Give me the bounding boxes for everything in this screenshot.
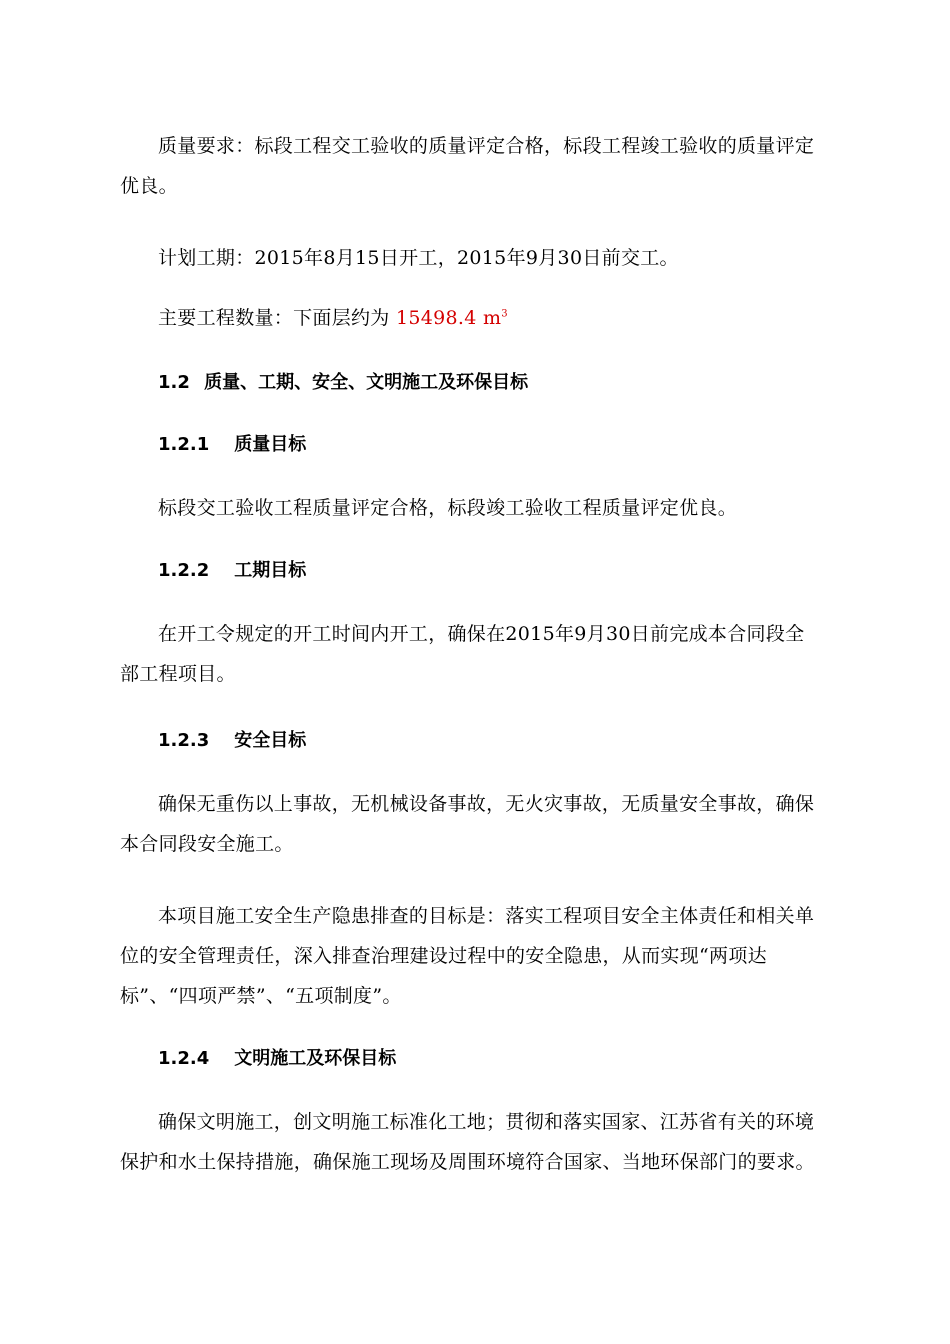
heading-title: 文明施工及环保目标 xyxy=(234,1048,397,1069)
civil-construction-goal-paragraph: 确保文明施工，创文明施工标准化工地；贯彻和落实国家、江苏省有关的环境保护和水土保持措施，确保施工现场及周围环境符合国家、当地环保部门的要求。 xyxy=(120,1111,815,1173)
heading-1-2-2 xyxy=(158,556,818,586)
heading-title: 安全目标 xyxy=(234,730,307,751)
heading-number: 1.2.1 xyxy=(158,434,210,455)
heading-1-2-3 xyxy=(158,726,818,756)
heading-title: 工期目标 xyxy=(234,560,307,581)
heading-number: 1.2.4 xyxy=(158,1048,210,1069)
safety-goal-paragraph-1: 确保无重伤以上事故，无机械设备事故，无火灾事故，无质量安全事故，确保本合同段安全施工。 xyxy=(120,793,815,855)
safety-goal-paragraph-2: 本项目施工安全生产隐患排查的目标是：落实工程项目安全主体责任和相关单位的安全管理责任，深入排查治理建设过程中的安全隐患，从而实现“两项达标”、“四项严禁”、“五项制度”。 xyxy=(120,905,815,1007)
quality-requirement-paragraph: 质量要求：标段工程交工验收的质量评定合格，标段工程竣工验收的质量评定优良。 xyxy=(120,135,815,197)
quantity-paragraph xyxy=(120,298,816,338)
heading-number: 1.2.3 xyxy=(158,730,210,751)
quantity-value: 15498.4 $m^3$ xyxy=(395,307,508,329)
quality-goal-paragraph: 标段交工验收工程质量评定合格，标段竣工验收工程质量评定优良。 xyxy=(158,497,738,519)
heading-number: 1.2 xyxy=(158,372,190,393)
heading-1-2-1 xyxy=(158,430,818,460)
heading-number: 1.2.2 xyxy=(158,560,210,581)
schedule-paragraph: 计划工期：2015年8月15日开工，2015年9月30日前交工。 xyxy=(158,247,679,269)
schedule-goal-paragraph: 在开工令规定的开工时间内开工，确保在2015年9月30日前完成本合同段全部工程项目。 xyxy=(120,623,805,685)
quantity-label: 主要工程数量：下面层约为 xyxy=(158,307,390,329)
heading-title: 质量、工期、安全、文明施工及环保目标 xyxy=(204,372,529,393)
heading-1-2-4 xyxy=(158,1044,818,1074)
heading-title: 质量目标 xyxy=(234,434,307,455)
heading-1-2 xyxy=(158,368,818,398)
